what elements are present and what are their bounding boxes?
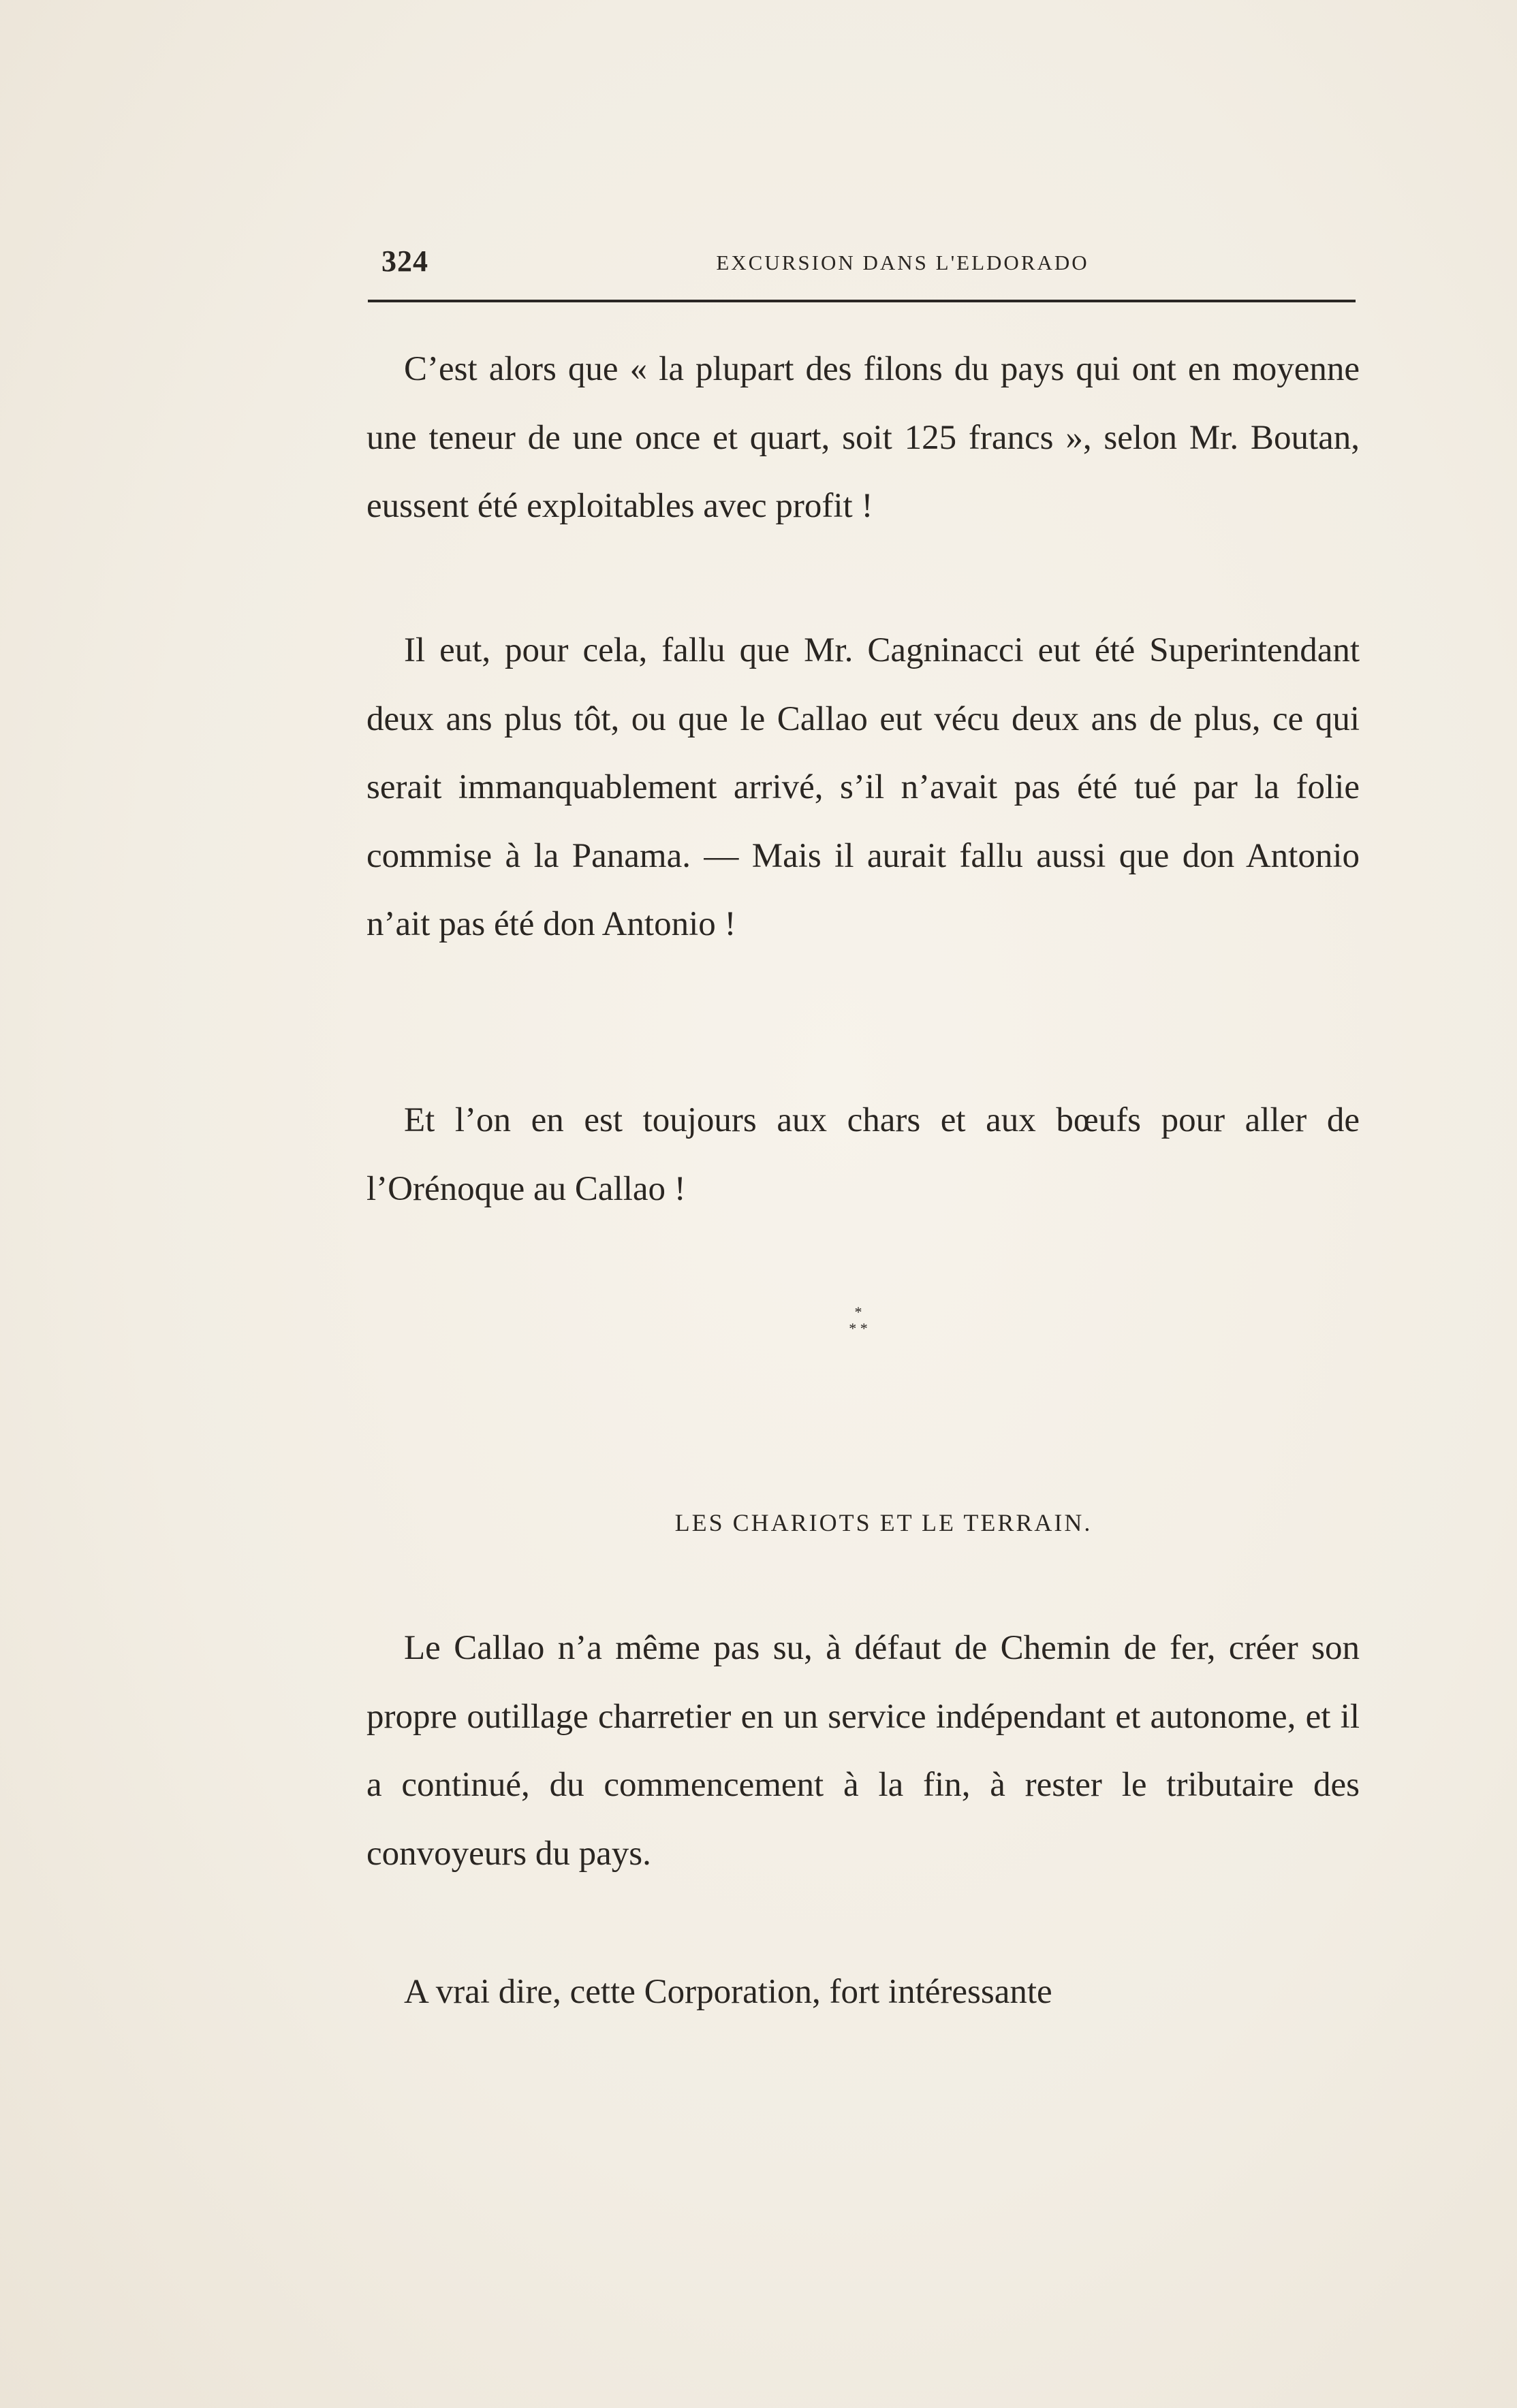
section-paragraph-2: A vrai dire, cette Corporation, fort intéressante bbox=[404, 1973, 1052, 2011]
asterism-divider bbox=[831, 1304, 886, 1337]
page-number: 324 bbox=[381, 244, 428, 278]
asterism-bottom: * * bbox=[849, 1320, 868, 1337]
running-title: EXCURSION DANS L'ELDORADO bbox=[716, 251, 1089, 274]
header-rule bbox=[368, 300, 1356, 302]
section-paragraph-1: Le Callao n’a même pas su, à défaut de Chemin de fer, créer son propre outillage charretier en un service indépendant et autonome, et il a continué, du commencement à la fin, à rester le tributaire des convoyeurs du pays. bbox=[366, 1629, 1360, 1873]
section-title: LES CHARIOTS ET LE TERRAIN. bbox=[674, 1509, 1093, 1536]
paragraph-2: Il eut, pour cela, fallu que Mr. Cagninacci eut été Superintendant deux ans plus tôt, ou que le Callao eut vécu deux ans de plus, ce qui serait immanquablement arrivé, s’il n’avait pas été tué par la folie commise à la Panama. — Mais il aurait fallu aussi que don Antonio n’ait pas été don Antonio ! bbox=[366, 631, 1360, 943]
running-head bbox=[368, 244, 1356, 285]
asterism-top: * bbox=[854, 1303, 862, 1320]
paragraph-3: Et l’on en est toujours aux chars et aux bœufs pour aller de l’Orénoque au Callao ! bbox=[366, 1101, 1360, 1208]
paragraph-1: C’est alors que « la plupart des filons du pays qui ont en moyenne une teneur de une once et quart, soit 125 francs », selon Mr. Boutan, eussent été exploitables avec profit ! bbox=[366, 350, 1360, 525]
